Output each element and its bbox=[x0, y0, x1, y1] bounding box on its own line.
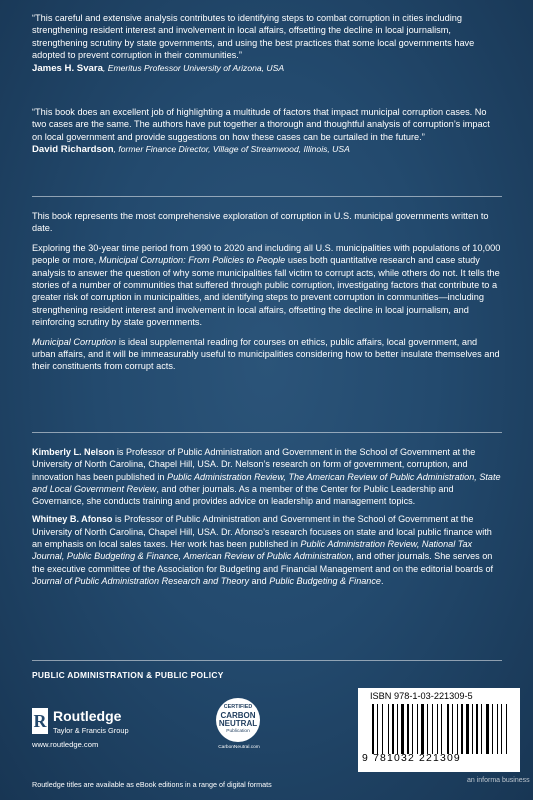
barcode-bar bbox=[486, 704, 489, 754]
endorser-role: , former Finance Director, Village of Streamwood, Illinois, USA bbox=[113, 144, 350, 155]
barcode-bar bbox=[388, 704, 389, 754]
barcode-bar bbox=[452, 704, 453, 754]
book-title-short: Municipal Corruption bbox=[32, 336, 117, 347]
book-title: Municipal Corruption: From Policies to People bbox=[98, 255, 286, 266]
barcode-bar bbox=[441, 704, 442, 754]
barcode-bar bbox=[501, 704, 502, 754]
divider-middle bbox=[32, 432, 502, 433]
barcode-bar bbox=[414, 704, 416, 754]
isbn-number: ISBN 978-1-03-221309-5 bbox=[370, 691, 473, 701]
barcode-bar bbox=[466, 704, 469, 754]
endorser-name: James H. Svara bbox=[32, 62, 103, 74]
informa-label: an informa business bbox=[467, 777, 530, 784]
barcode-bar bbox=[470, 704, 471, 754]
barcode-bar bbox=[421, 704, 424, 754]
barcode-digits: 9 781032 221309 bbox=[362, 753, 461, 764]
description-paragraph-2: Exploring the 30-year time period from 1990 to 2020 and including all U.S. municipalities with populations of 10,000 people or more, Municipal Corruption: From Policies to People uses both quantitative research and case study analysis to answer the question of why some municipalities fall victim to corrupt acts, while others do not. It tells the stories of a number of communities that suffered through public corruption, investigating factors that contribute to a greater risk of corruption in municipalities, and identifying steps to prevent corruption in communities—including strengthening resident interest and involvement in local affairs, offsetting the decline in local journalism, and reinforcing scrutiny by state governments. bbox=[32, 242, 501, 328]
barcode-bar bbox=[412, 704, 413, 754]
barcode-bar bbox=[417, 704, 418, 754]
publisher-group: Taylor & Francis Group bbox=[53, 726, 129, 735]
quote-text: “This careful and extensive analysis contributes to identifying steps to combat corruption in cities including strengthening resident interest and involvement in local affairs, offsetting the decline in local journalism, strengthening scrutiny by state governments, and using the best practices that some local governments have adopted to prevent corruption in their communities.” bbox=[32, 13, 475, 61]
ebook-note: Routledge titles are available as eBook editions in a range of digital formats bbox=[32, 780, 272, 789]
publisher-url: www.routledge.com bbox=[32, 740, 99, 749]
barcode-bar bbox=[372, 704, 374, 754]
endorser-name: David Richardson bbox=[32, 144, 114, 156]
barcode-bar bbox=[457, 704, 458, 754]
barcode-bar bbox=[405, 704, 406, 754]
barcode-bar bbox=[384, 704, 387, 754]
barcode-bar bbox=[377, 704, 378, 754]
barcode-bar bbox=[397, 704, 398, 754]
barcode-bar bbox=[434, 704, 436, 754]
endorsement-quote-2 bbox=[32, 106, 502, 157]
author-name: Kimberly L. Nelson bbox=[32, 447, 115, 457]
description-paragraph-1: This book represents the most comprehensive exploration of corruption in U.S. municipal governments written to date. bbox=[32, 211, 489, 234]
author-name: Whitney B. Afonso bbox=[32, 514, 113, 525]
barcode-bar bbox=[375, 704, 376, 754]
divider-bottom bbox=[32, 660, 502, 661]
barcode-bar bbox=[427, 704, 428, 754]
routledge-logo bbox=[32, 706, 202, 748]
barcode-bar bbox=[392, 704, 394, 754]
barcode-bar bbox=[464, 704, 465, 754]
divider-top bbox=[32, 196, 502, 197]
barcode-bar bbox=[506, 704, 507, 754]
author-bios bbox=[32, 446, 504, 593]
barcode-bar bbox=[461, 704, 463, 754]
description-paragraph-3: Municipal Corruption is ideal supplemental reading for courses on ethics, public affairs, local government, and urban affairs, and it will be immeasurably useful to municipalities considering how to better insulate themselves and their constituents from corrupt acts. bbox=[32, 336, 500, 372]
barcode-bar bbox=[459, 704, 460, 754]
barcode-bar bbox=[419, 704, 420, 754]
book-description bbox=[32, 210, 502, 380]
barcode-bar bbox=[503, 704, 505, 754]
barcode-bar bbox=[425, 704, 426, 754]
barcode-bar bbox=[437, 704, 438, 754]
author-bio-nelson: Kimberly L. Nelson is Professor of Public Administration and Government in the School of Government at the University of North Carolina, Chapel Hill, USA. Dr. Nelson’s research on form of government, corruption, and innovation has been published in Public Administration Review, The American Review of Public Administration, State and Local Government Review, and other journals. As a member of the Center for Public Leadership and Governance, she conducts training and provides advice on leadership and management topics. bbox=[32, 447, 501, 507]
quote-attribution bbox=[32, 62, 502, 75]
barcode-bar bbox=[407, 704, 409, 754]
barcode-bar bbox=[410, 704, 411, 754]
carbon-neutral-icon: CERTIFIED CARBON NEUTRAL Publication bbox=[216, 698, 260, 742]
barcode-bars bbox=[372, 704, 510, 754]
barcode-bar bbox=[479, 704, 480, 754]
barcode-bar bbox=[481, 704, 482, 754]
publisher-name: Routledge bbox=[53, 708, 122, 724]
barcode-bar bbox=[492, 704, 493, 754]
barcode-bar bbox=[390, 704, 391, 754]
carbon-neutral-url: CarbonNeutral.com bbox=[218, 745, 260, 750]
quote-text: “This book does an excellent job of highlighting a multitude of factors that impact municipal corruption cases. No two cases are the same. The authors have put together a thorough and thoughtful analysis of corruption’s impact on local government and provide suggestions on how these cases can be curtailed in the future.” bbox=[32, 107, 490, 142]
endorser-role: , Emeritus Professor University of Arizona, USA bbox=[102, 62, 285, 73]
barcode-bar bbox=[472, 704, 473, 754]
barcode-bar bbox=[432, 704, 433, 754]
barcode-bar bbox=[497, 704, 498, 754]
barcode-bar bbox=[379, 704, 381, 754]
endorsement-quote-1 bbox=[32, 12, 502, 75]
barcode-bar bbox=[499, 704, 500, 754]
barcode-bar bbox=[450, 704, 451, 754]
barcode-bar bbox=[443, 704, 446, 754]
barcode-bar bbox=[447, 704, 449, 754]
barcode-bar bbox=[483, 704, 485, 754]
barcode-bar bbox=[401, 704, 404, 754]
barcode-bar bbox=[395, 704, 396, 754]
author-bio-afonso: Whitney B. Afonso is Professor of Public Administration and Government in the School of Government at the University of North Carolina, Chapel Hill, USA. Dr. Afonso’s research focuses on state and local public finance with an emphasis on local sales taxes. Her work has been published in Public Administration Review, National Tax Journal, Public Budgeting & Finance, American Review of Public Administration, and other journals. She serves on the executive committee of the Association for Budgeting and Financial Management and on the editorial boards of Journal of Public Administration Research and Theory and Public Budgeting & Finance. bbox=[32, 514, 494, 586]
barcode-bar bbox=[476, 704, 478, 754]
barcode-bar bbox=[382, 704, 383, 754]
barcode-bar bbox=[490, 704, 491, 754]
barcode-bar bbox=[429, 704, 431, 754]
barcode-bar bbox=[454, 704, 456, 754]
barcode-bar bbox=[494, 704, 496, 754]
routledge-logo-icon: R bbox=[32, 708, 48, 734]
series-label: PUBLIC ADMINISTRATION & PUBLIC POLICY bbox=[32, 670, 224, 680]
barcode-bar bbox=[399, 704, 400, 754]
quote-attribution bbox=[32, 143, 502, 156]
barcode-bar bbox=[474, 704, 475, 754]
barcode-bar bbox=[439, 704, 440, 754]
carbon-neutral-badge bbox=[212, 698, 266, 754]
isbn-barcode bbox=[358, 688, 520, 772]
